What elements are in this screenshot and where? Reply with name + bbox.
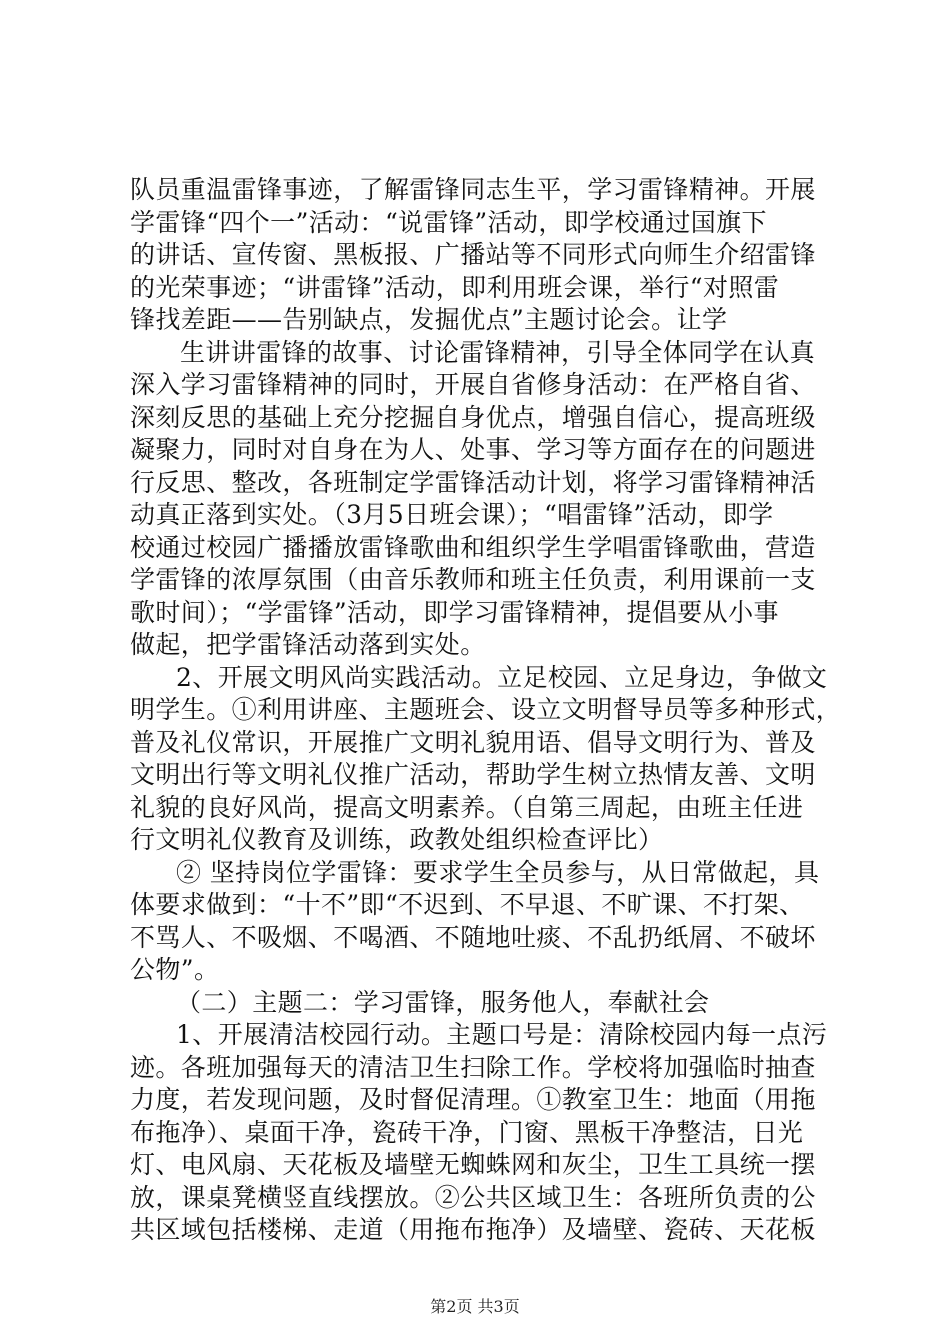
text-line: 1、开展清洁校园行动。主题口号是：清除校园内每一点污 — [176, 1020, 828, 1049]
text-line: 生讲讲雷锋的故事、讨论雷锋精神，引导全体同学在认真 — [180, 338, 816, 367]
text-line: 普及礼仪常识，开展推广文明礼貌用语、倡导文明行为、普及 — [130, 728, 816, 757]
text-line: 体要求做到：“十不”即“不迟到、不早退、不旷课、不打架、 — [130, 890, 805, 919]
text-line: 迹。各班加强每天的清洁卫生扫除工作。学校将加强临时抽查 — [130, 1053, 816, 1082]
text-line: 行反思、整改，各班制定学雷锋活动计划，将学习雷锋精神活 — [130, 468, 816, 497]
text-line: 做起，把学雷锋活动落到实处。 — [130, 630, 486, 659]
text-line: 学雷锋的浓厚氛围（由音乐教师和班主任负责，利用课前一支 — [130, 565, 816, 594]
text-line: 灯、电风扇、天花板及墙壁无蜘蛛网和灰尘，卫生工具统一摆 — [130, 1150, 816, 1179]
text-line: 力度，若发现问题，及时督促清理。①教室卫生：地面（用拖 — [130, 1085, 816, 1114]
text-line: 队员重温雷锋事迹，了解雷锋同志生平，学习雷锋精神。开展 — [130, 175, 816, 204]
text-line: 共区域包括楼梯、走道（用拖布拖净）及墙壁、瓷砖、天花板 — [130, 1215, 816, 1244]
text-line: 学雷锋“四个一”活动：“说雷锋”活动，即学校通过国旗下 — [130, 208, 767, 237]
text-line: 动真正落到实处。（3月5日班会课）；“唱雷锋”活动，即学 — [130, 500, 774, 529]
text-line: 不骂人、不吸烟、不喝酒、不随地吐痰、不乱扔纸屑、不破坏 — [130, 923, 816, 952]
text-line: 明学生。①利用讲座、主题班会、设立文明督导员等多种形式， — [130, 695, 842, 724]
text-line: 礼貌的良好风尚，提高文明素养。（自第三周起，由班主任进 — [130, 793, 804, 822]
text-line: 2、开展文明风尚实践活动。立足校园、立足身边，争做文 — [176, 663, 828, 692]
page-number-footer: 第2页 共3页 — [430, 1297, 520, 1316]
text-line: 深入学习雷锋精神的同时，开展自省修身活动：在严格自省、 — [130, 370, 816, 399]
text-line: 歌时间）；“学雷锋”活动，即学习雷锋精神，提倡要从小事 — [130, 598, 779, 627]
text-line: ② 坚持岗位学雷锋：要求学生全员参与，从日常做起，具 — [176, 858, 820, 887]
text-line: 锋找差距——告别缺点，发掘优点”主题讨论会。让学 — [130, 305, 728, 334]
text-line: 的讲话、宣传窗、黑板报、广播站等不同形式向师生介绍雷锋 — [130, 240, 816, 269]
text-line: 布拖净）、桌面干净，瓷砖干净，门窗、黑板干净整洁，日光 — [130, 1118, 804, 1147]
text-line: 放，课桌凳横竖直线摆放。②公共区域卫生：各班所负责的公 — [130, 1183, 816, 1212]
section-heading: （二）主题二：学习雷锋，服务他人，奉献社会 — [176, 988, 710, 1017]
text-line: 深刻反思的基础上充分挖掘自身优点，增强自信心，提高班级 — [130, 403, 816, 432]
text-line: 公物”。 — [130, 955, 220, 984]
text-line: 行文明礼仪教育及训练，政教处组织检查评比） — [130, 825, 664, 854]
text-line: 的光荣事迹；“讲雷锋”活动，即利用班会课，举行“对照雷 — [130, 273, 780, 302]
text-line: 凝聚力，同时对自身在为人、处事、学习等方面存在的问题进 — [130, 435, 816, 464]
text-line: 校通过校园广播播放雷锋歌曲和组织学生学唱雷锋歌曲，营造 — [130, 533, 816, 562]
text-line: 文明出行等文明礼仪推广活动，帮助学生树立热情友善、文明 — [130, 760, 816, 789]
